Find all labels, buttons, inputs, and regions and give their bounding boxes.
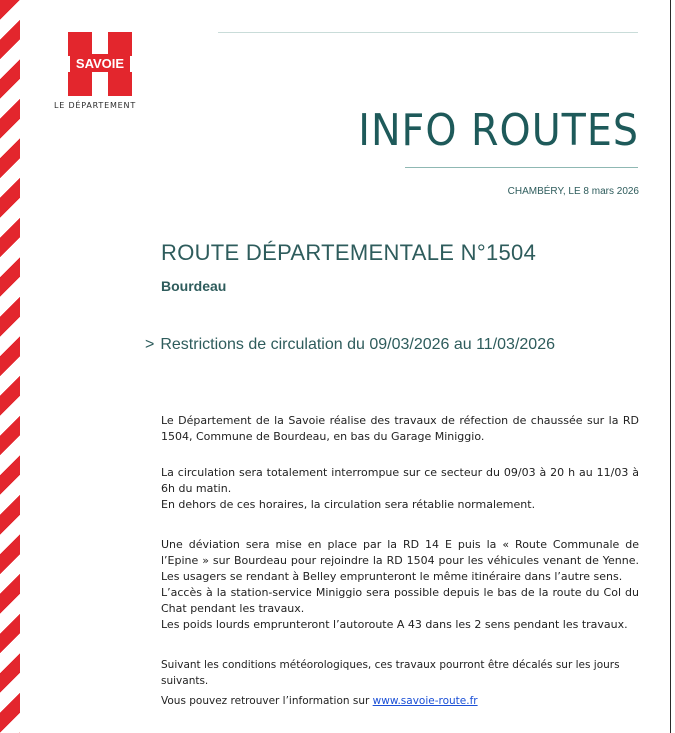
- title-underline: [405, 167, 638, 168]
- restriction-text: Restrictions de circulation du 09/03/2026 au 11/03/2026: [160, 336, 555, 353]
- savoie-route-link[interactable]: www.savoie-route.fr: [372, 695, 478, 707]
- paragraph-closure: [161, 465, 639, 513]
- logo-wordmark: SAVOIE: [70, 54, 130, 72]
- route-title: ROUTE DÉPARTEMENTALE N°1504: [161, 240, 537, 265]
- paragraph-info-link: [161, 693, 639, 709]
- closure-text: La circulation sera totalement interrompue sur ce secteur du 09/03 à 20 h au 11/03 à 6h du matin.: [161, 466, 639, 495]
- station-access-text: L’accès à la station-service Miniggio sera possible depuis le bas de la route du Col du Chat pendant les travaux.: [161, 586, 639, 615]
- page-title: INFO ROUTES: [358, 105, 639, 156]
- info-prefix-text: Vous pouvez retrouver l’information sur: [161, 695, 373, 707]
- paragraph-works: Le Département de la Savoie réalise des travaux de réfection de chaussée sur la RD 1504, Commune de Bourdeau, en bas du Garage Miniggio.: [161, 414, 639, 443]
- document-date: CHAMBÉRY, LE 8 mars 2026: [507, 186, 639, 197]
- top-divider: [218, 32, 638, 33]
- detour-text: Une déviation sera mise en place par la RD 14 E puis la « Route Communale de l’Epine » sur Bourdeau pour rejoindre la RD 1504 pour les véhicules venant de Yenne. Les usagers se rendant à Belley emprunteront le même itinéraire dans l’autre sens.: [161, 538, 639, 583]
- restriction-heading: [145, 336, 555, 354]
- closure-normal-text: En dehors de ces horaires, la circulation sera rétablie normalement.: [161, 498, 536, 511]
- commune-name: Bourdeau: [161, 278, 227, 294]
- heavy-vehicles-text: Les poids lourds emprunteront l’autoroute A 43 dans les 2 sens pendant les travaux.: [161, 618, 628, 631]
- paragraph-detour: [161, 537, 639, 633]
- page-border: [670, 0, 671, 733]
- department-label: LE DÉPARTEMENT: [54, 101, 137, 110]
- paragraph-weather: Suivant les conditions météorologiques, ces travaux pourront être décalés sur les jours suivants.: [161, 659, 620, 687]
- left-hazard-stripe: [0, 0, 20, 733]
- chevron-right-icon: >: [145, 336, 155, 353]
